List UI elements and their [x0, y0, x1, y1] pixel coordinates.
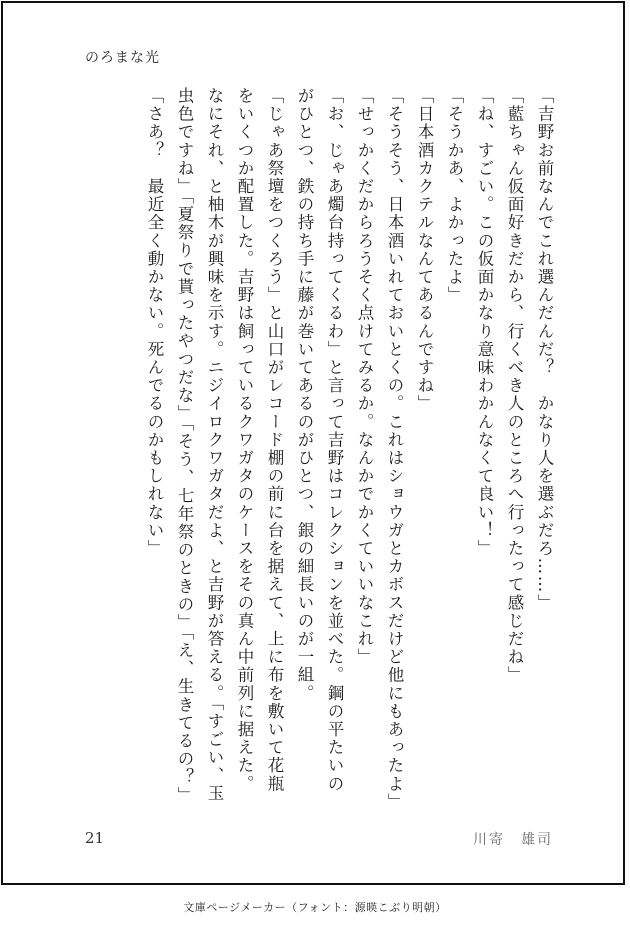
running-head-title: のろまな光	[85, 50, 160, 66]
paragraph: 「日本酒カクテルなんてあるんですね」	[415, 87, 434, 413]
paragraph: 「吉野お前なんでこれ選んだんだ？ かなり人を選ぶだろ……」	[535, 87, 554, 612]
paragraph: 「お、じゃあ燭台持ってくるわ」と言って吉野はコレクションを並べた。鋼の平たいのがひとつ、鉄の持ち手に藤が巻いてあるのがひとつ、銀の細長いのが一組。	[295, 87, 344, 793]
paragraph: 「ね、すごい。この仮面かなり意味わかんなくて良い！」	[475, 87, 494, 558]
page-number: 21	[85, 829, 105, 847]
paragraph: 「そうそう、日本酒いれておいとくの。これはショウガとカボスだけど他にもあったよ」	[385, 87, 404, 811]
app-footer-label: 文庫ページメーカー（フォント：源暎こぶり明朝）	[183, 901, 447, 914]
paragraph: 「せっかくだからろうそく点けてみるか。なんかでかくていいなこれ」	[355, 87, 374, 667]
paragraph: 「藍ちゃん仮面好きだから、行くべき人のところへ行ったって感じだね」	[505, 87, 524, 685]
body-text	[81, 87, 559, 811]
paragraph: 「そうかあ、よかったよ」	[445, 87, 464, 305]
book-page	[1, 1, 625, 885]
author-name: 川寄 雄司	[473, 832, 553, 848]
paragraph: 「じゃあ祭壇をつくろう」と山口がレコード棚の前に台を据えて、上に布を敷いて花瓶をいくつか配置した。吉野は飼っているクワガタのケースをその真ん中前列に据えた。なにそれ、と柚木が興味を示す。ニジイロクワガタだよ、と吉野が答える。「すごい、玉虫色ですね」「夏祭りで貰ったやつだな」「そう、七年祭のときの」「え、生きてるの？」「さあ？ 最近全く動かない。死んでるのかもしれない」	[145, 87, 284, 805]
